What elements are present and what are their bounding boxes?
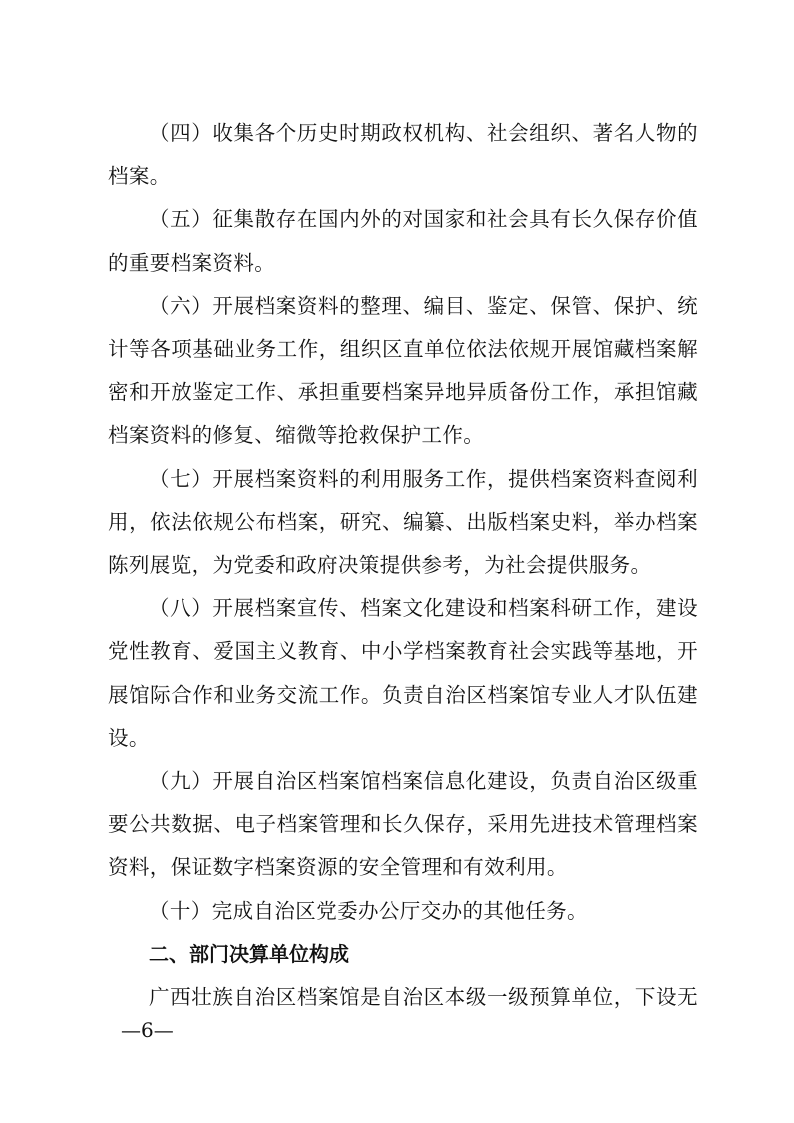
paragraph-10: （十）完成自治区党委办公厅交办的其他任务。 xyxy=(149,898,588,923)
paragraph-5: （五）征集散存在国内外的对国家和社会具有长久保存价值的重要档案资料。 xyxy=(108,207,698,275)
section-heading: 二、部门决算单位构成 xyxy=(149,941,349,966)
paragraph-7: （七）开展档案资料的利用服务工作，提供档案资料查阅利用，依法依规公布档案，研究、编纂、出版档案史料，举办档案陈列展览，为党委和政府决策提供参考，为社会提供服务。 xyxy=(108,466,698,578)
section-paragraph: 广西壮族自治区档案馆是自治区本级一级预算单位，下设无 xyxy=(149,984,698,1009)
paragraph-8: （八）开展档案宣传、档案文化建设和档案科研工作，建设党性教育、爱国主义教育、中小学档案教育社会实践等基地，开展馆际合作和业务交流工作。负责自治区档案馆专业人才队伍建设。 xyxy=(108,596,698,750)
page-number: —6— xyxy=(121,1018,174,1042)
paragraph-4: （四）收集各个历史时期政权机构、社会组织、著名人物的档案。 xyxy=(108,121,698,189)
paragraph-6: （六）开展档案资料的整理、编目、鉴定、保管、保护、统计等各项基础业务工作，组织区直单位依法依规开展馆藏档案解密和开放鉴定工作、承担重要档案异地异质备份工作，承担馆藏档案资料的修复、缩微等抢救保护工作。 xyxy=(108,293,698,448)
body-text xyxy=(108,112,698,1019)
paragraph-9: （九）开展自治区档案馆档案信息化建设，负责自治区级重要公共数据、电子档案管理和长久保存，采用先进技术管理档案资料，保证数字档案资源的安全管理和有效利用。 xyxy=(108,769,698,880)
